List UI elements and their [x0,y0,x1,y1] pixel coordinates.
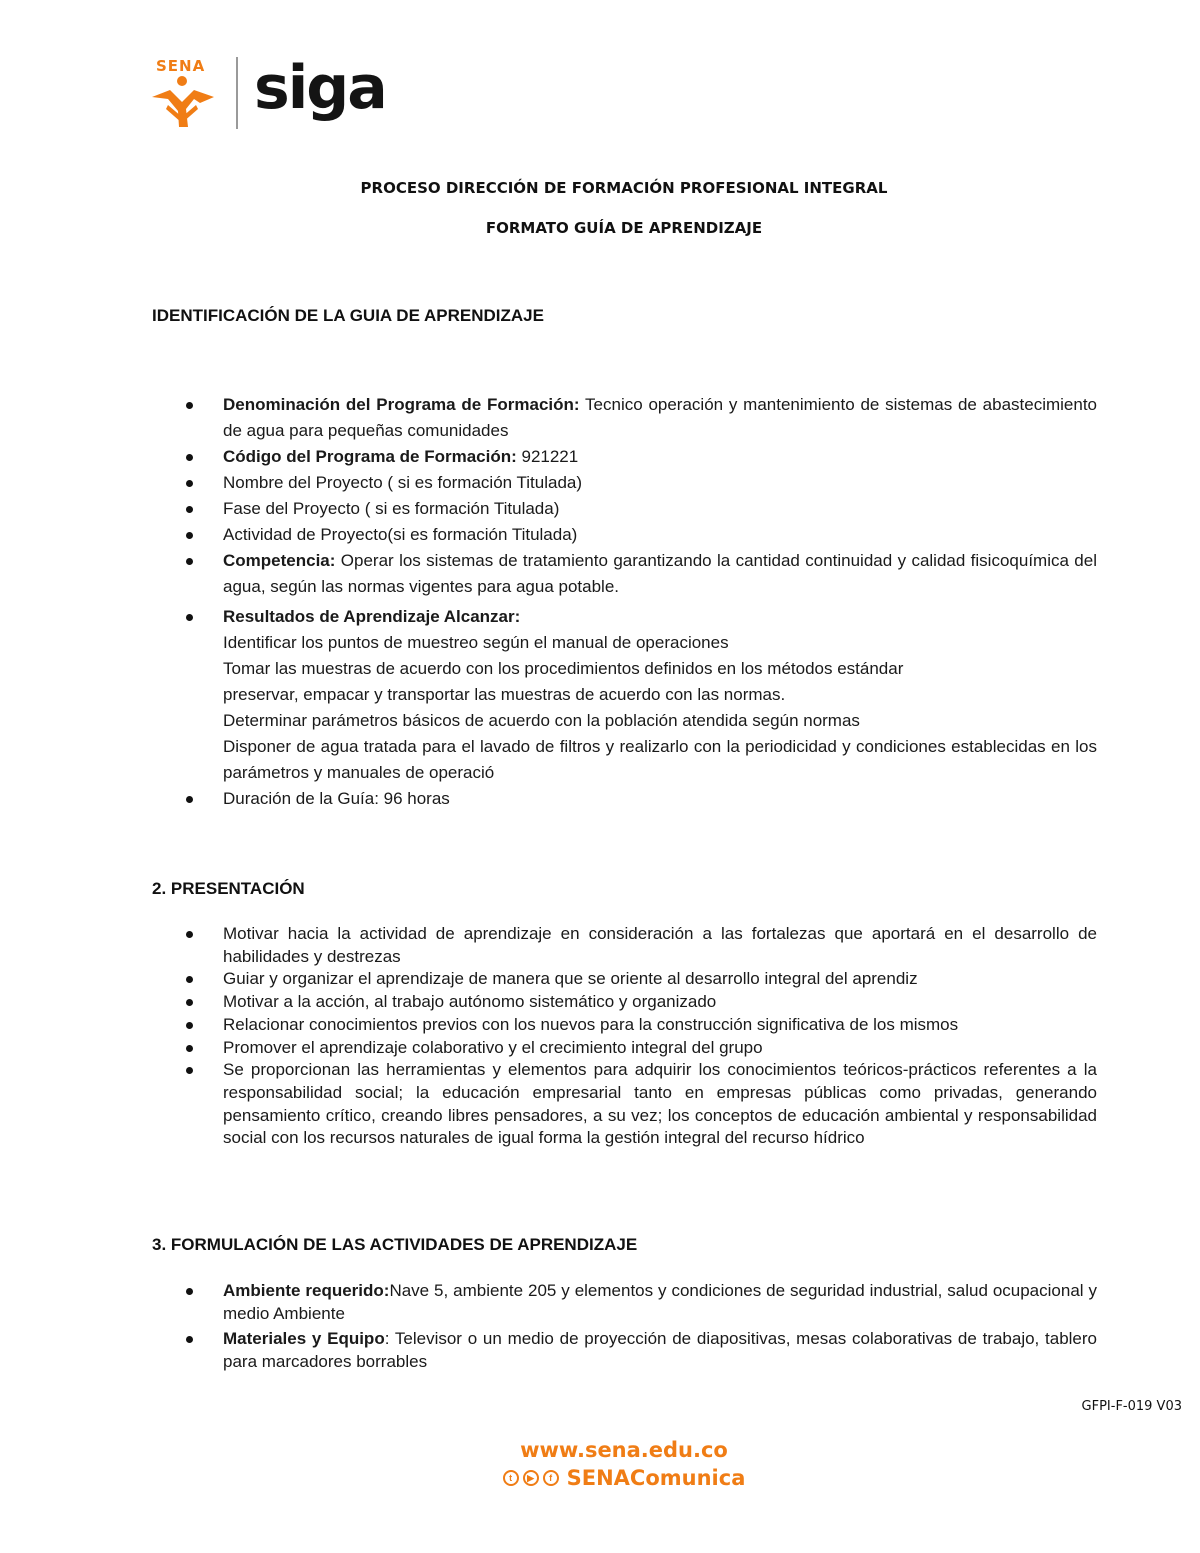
list-item [0,968,1097,991]
sena-logo-text: SENA [156,56,206,75]
learning-outcome: Tomar las muestras de acuerdo con los procedimientos definidos en los métodos estándar [223,659,904,678]
item-text: Fase del Proyecto ( si es formación Titulada) [223,499,560,518]
bullet-icon [186,931,193,938]
item-label: Código del Programa de Formación: [223,447,517,466]
item-text: Nave 5, ambiente 205 y elementos y condiciones de seguridad industrial, salud ocupacional y medio Ambiente [223,1281,1097,1323]
list-item [0,604,1097,786]
section-presentacion-title: 2. PRESENTACIÓN [152,879,305,898]
item-text: Relacionar conocimientos previos con los nuevos para la construcción significativa de los mismos [223,1014,959,1034]
bullet-icon [186,558,193,565]
format-title: FORMATO GUÍA DE APRENDIZAJE [485,219,763,237]
bullet-icon [186,480,193,487]
list-item [0,786,1097,812]
item-text: 921221 [516,447,579,466]
list-item [0,991,1097,1014]
list-item [0,548,1097,600]
item-label: Competencia: [223,551,336,570]
form-code: GFPI-F-019 V03 [1081,1399,1182,1414]
formulacion-list [0,1280,1200,1374]
item-text: Duración de la Guía: 96 horas [223,789,450,808]
item-text: Tecnico operación y mantenimiento de sistemas de abastecimiento de agua para pequeñas comunidades [223,395,1097,440]
social-handle[interactable]: SENAComunica [566,1466,746,1490]
bullet-icon [186,796,193,803]
learning-outcome: preservar, empacar y transportar las muestras de acuerdo con las normas. [223,685,786,704]
item-label: Resultados de Aprendizaje Alcanzar: [223,607,521,626]
bullet-icon [186,976,193,983]
list-item [0,1059,1097,1150]
facebook-icon[interactable]: f [543,1470,559,1486]
learning-outcome: Determinar parámetros básicos de acuerdo con la población atendida según normas [223,711,860,730]
item-text: Nombre del Proyecto ( si es formación Titulada) [223,473,583,492]
presentacion-list [0,923,1200,1150]
bullet-icon [186,1288,193,1295]
list-item [0,1014,1097,1037]
item-text: Operar los sistemas de tratamiento garantizando la cantidad continuidad y calidad fisicoquímica del agua, según las normas vigentes para agua potable. [223,551,1097,596]
item-text: Motivar a la acción, al trabajo autónomo sistemático y organizado [223,992,717,1012]
item-label: Denominación del Programa de Formación: [223,395,580,414]
bullet-icon [186,506,193,513]
twitter-icon[interactable]: t [503,1470,519,1486]
list-item [0,392,1097,444]
bullet-icon [186,1067,193,1074]
process-title: PROCESO DIRECCIÓN DE FORMACIÓN PROFESIONAL INTEGRAL [360,179,888,197]
item-label: Materiales y Equipo [223,1329,385,1349]
logo-divider [236,57,238,129]
item-text: Promover el aprendizaje colaborativo y el crecimiento integral del grupo [223,1037,763,1057]
bullet-icon [186,532,193,539]
list-item [0,1280,1097,1325]
list-item [0,522,1097,548]
bullet-icon [186,1022,193,1029]
section-formulacion-title: 3. FORMULACIÓN DE LAS ACTIVIDADES DE APRENDIZAJE [152,1235,638,1254]
item-text: Actividad de Proyecto(si es formación Titulada) [223,525,578,544]
section-identificacion-title: IDENTIFICACIÓN DE LA GUIA DE APRENDIZAJE [152,306,544,325]
list-item [0,1328,1097,1373]
list-item [0,923,1097,968]
learning-outcome: Disponer de agua tratada para el lavado de filtros y realizarlo con la periodicidad y condiciones establecidas en los parámetros y manuales de operació [223,737,1097,782]
list-item [0,470,1097,496]
footer-social [0,1466,1200,1490]
identificacion-list [0,392,1200,812]
youtube-icon[interactable]: ▶ [523,1470,539,1486]
sena-logo [148,57,228,129]
list-item [0,496,1097,522]
item-label: Ambiente requerido: [223,1281,390,1300]
bullet-icon [186,1045,193,1052]
header-logos [148,52,386,130]
siga-logo: siga [254,52,386,123]
item-text: : Televisor o un medio de proyección de diapositivas, mesas colaborativas de trabajo, tablero para marcadores borrables [223,1329,1097,1372]
bullet-icon [186,614,193,621]
learning-outcome: Identificar los puntos de muestreo según el manual de operaciones [223,633,729,652]
footer-url[interactable]: www.sena.edu.co [520,1438,728,1462]
item-text: Guiar y organizar el aprendizaje de manera que se oriente al desarrollo integral del aprendiz [223,969,918,989]
item-text: Motivar hacia la actividad de aprendizaje en consideración a las fortalezas que aportará en el desarrollo de habilidades y destrezas [223,924,1097,966]
bullet-icon [186,454,193,461]
item-text: Se proporcionan las herramientas y elementos para adquirir los conocimientos teóricos-prácticos referentes a la responsabilidad social; la educación empresarial tanto en empresas públicas como privadas, generando pensamiento crítico, creando libres pensadores, a su vez; los conceptos de educación ambiental y responsabilidad social con los recursos naturales de igual forma la gestión integral del recurso hídrico [223,1060,1097,1148]
list-item [0,1037,1097,1060]
list-item [0,444,1097,470]
bullet-icon [186,1336,193,1343]
bullet-icon [186,402,193,409]
bullet-icon [186,999,193,1006]
